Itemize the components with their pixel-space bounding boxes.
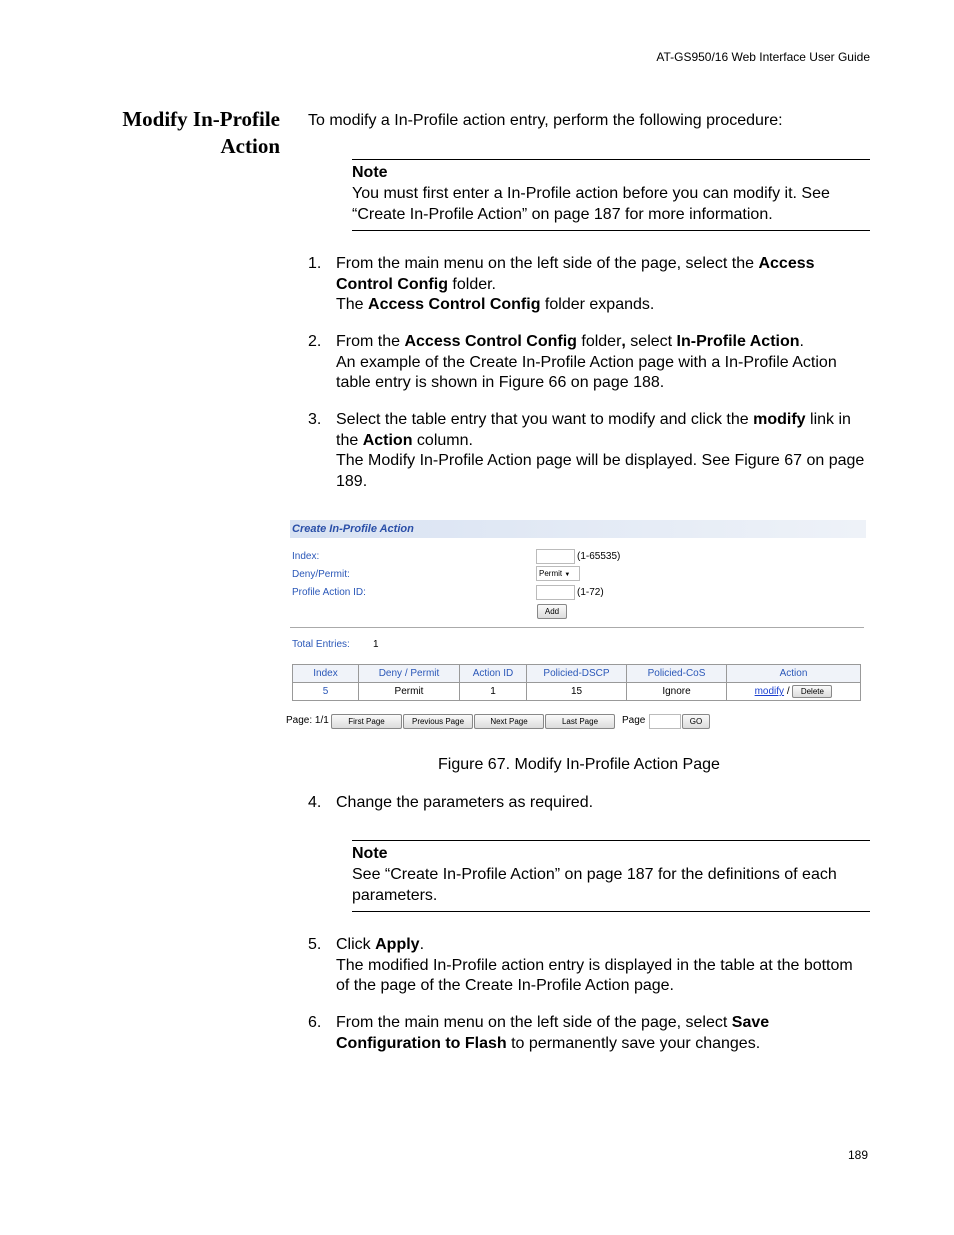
col-action: Action [727, 665, 861, 683]
page-indicator: Page: 1/1 [286, 715, 329, 726]
step-text [336, 332, 870, 394]
step-text [336, 935, 870, 997]
text-run: From the [336, 333, 405, 350]
figure-panel-title: Create In-Profile Action [290, 520, 866, 538]
step-text [336, 254, 870, 316]
text-run: to permanently save your changes. [506, 1034, 761, 1052]
page-label: Page [622, 715, 646, 726]
note-body: See “Create In-Profile Action” on page 187 for the definitions of each parameters. [352, 866, 837, 904]
bold-run: Action [362, 431, 413, 449]
index-input[interactable] [536, 549, 575, 564]
bold-run: Apply [375, 936, 420, 953]
section-title-line2: Action [220, 134, 280, 158]
step-number: 4. [308, 794, 322, 811]
col-policied-cos: Policied-CoS [627, 665, 727, 683]
intro-paragraph: To modify a In-Profile action entry, perform the following procedure: [308, 112, 783, 129]
modify-link[interactable]: modify [754, 686, 785, 698]
text-run: From the main menu on the left side of the page, select the [336, 255, 759, 272]
note-title: Note [352, 164, 388, 181]
note-box [352, 840, 870, 912]
total-entries-value: 1 [373, 639, 379, 650]
profile-action-id-label: Profile Action ID: [292, 587, 366, 598]
bold-run: Access Control Config [368, 296, 541, 313]
cell-action-id: 1 [460, 683, 527, 701]
text-run: The Modify In-Profile Action page will be displayed. See Figure 67 on page 189. [336, 452, 865, 490]
table-header-row [293, 665, 861, 683]
page-number: 189 [847, 1148, 868, 1162]
previous-page-button[interactable]: Previous Page [403, 714, 473, 729]
last-page-button[interactable]: Last Page [545, 714, 615, 729]
text-run: Click [336, 936, 376, 953]
profile-action-id-range: (1-72) [577, 587, 604, 598]
first-page-button[interactable]: First Page [331, 714, 402, 729]
col-deny-permit: Deny / Permit [359, 665, 460, 683]
bold-run: modify [753, 411, 806, 428]
select-value: Permit [539, 569, 563, 578]
col-policied-dscp: Policied-DSCP [527, 665, 627, 683]
index-range: (1-65535) [577, 551, 621, 562]
section-title-line1: Modify In-Profile [122, 107, 280, 131]
next-page-button[interactable]: Next Page [474, 714, 544, 729]
profile-action-id-input[interactable] [536, 585, 575, 600]
bold-run: Save Configuration to Flash [336, 1014, 770, 1052]
note-title: Note [352, 845, 388, 862]
text-run: select [625, 333, 677, 350]
bold-run: Access Control Config [404, 333, 577, 350]
text-run: . [419, 936, 425, 953]
step-number: 3. [308, 411, 322, 428]
text-run: link in the [336, 411, 851, 449]
text-run: folder expands. [540, 296, 655, 313]
delete-button[interactable]: Delete [792, 685, 832, 698]
text-run: Select the table entry that you want to modify and click the [336, 411, 754, 428]
col-index: Index [293, 665, 359, 683]
text-run: An example of the Create In-Profile Action page with a In-Profile Action table entry is shown in Figure 66 on page 188. [336, 353, 837, 391]
deny-permit-label: Deny/Permit: [292, 569, 350, 580]
figure-caption: Figure 67. Modify In-Profile Action Page [438, 756, 720, 773]
divider [290, 627, 864, 628]
step-text [336, 410, 870, 492]
text-run: The modified In-Profile action entry is displayed in the table at the bottom of the page of the Create In-Profile Action page. [336, 956, 853, 994]
total-entries-label: Total Entries: [292, 639, 350, 650]
text-run: column. [412, 431, 473, 449]
text-run: The [336, 296, 369, 313]
cell-action [727, 683, 861, 701]
col-action-id: Action ID [460, 665, 527, 683]
cell-dscp: 15 [527, 683, 627, 701]
step-number: 1. [308, 255, 322, 272]
step-4 [308, 793, 870, 814]
bold-run: In-Profile Action [676, 333, 800, 350]
step-number: 6. [308, 1014, 322, 1031]
figure-screenshot [286, 518, 866, 733]
add-button[interactable]: Add [537, 604, 567, 619]
index-label: Index: [292, 551, 320, 562]
running-header: AT-GS950/16 Web Interface User Guide [656, 50, 870, 64]
entries-table [292, 664, 861, 701]
cell-index: 5 [293, 683, 359, 701]
go-button[interactable]: GO [682, 714, 710, 729]
text-run: . [799, 333, 804, 350]
note-box [352, 159, 870, 231]
cell-deny-permit: Permit [359, 683, 460, 701]
step-text: Change the parameters as required. [336, 794, 594, 811]
chevron-down-icon: ▼ [564, 572, 571, 578]
note-body: You must first enter a In-Profile action before you can modify it. See “Create In-Profile Action” on page 187 for more information. [352, 185, 830, 223]
text-run: folder [576, 333, 622, 350]
step-number: 5. [308, 936, 322, 953]
section-title [60, 106, 280, 160]
text-run: folder. [447, 275, 496, 293]
table-row [293, 683, 861, 701]
step-text [336, 1013, 870, 1054]
step-3 [308, 410, 870, 492]
page-input[interactable] [649, 714, 681, 729]
step-5 [308, 935, 870, 997]
text-run: From the main menu on the left side of the page, select [336, 1014, 732, 1031]
step-1 [308, 254, 870, 316]
step-2 [308, 332, 870, 394]
bold-run: Access Control Config [336, 255, 815, 293]
deny-permit-select[interactable] [536, 566, 580, 581]
cell-cos: Ignore [627, 683, 727, 701]
bold-run: , [621, 333, 626, 350]
step-number: 2. [308, 333, 322, 350]
step-6 [308, 1013, 870, 1054]
separator: / [784, 686, 790, 698]
